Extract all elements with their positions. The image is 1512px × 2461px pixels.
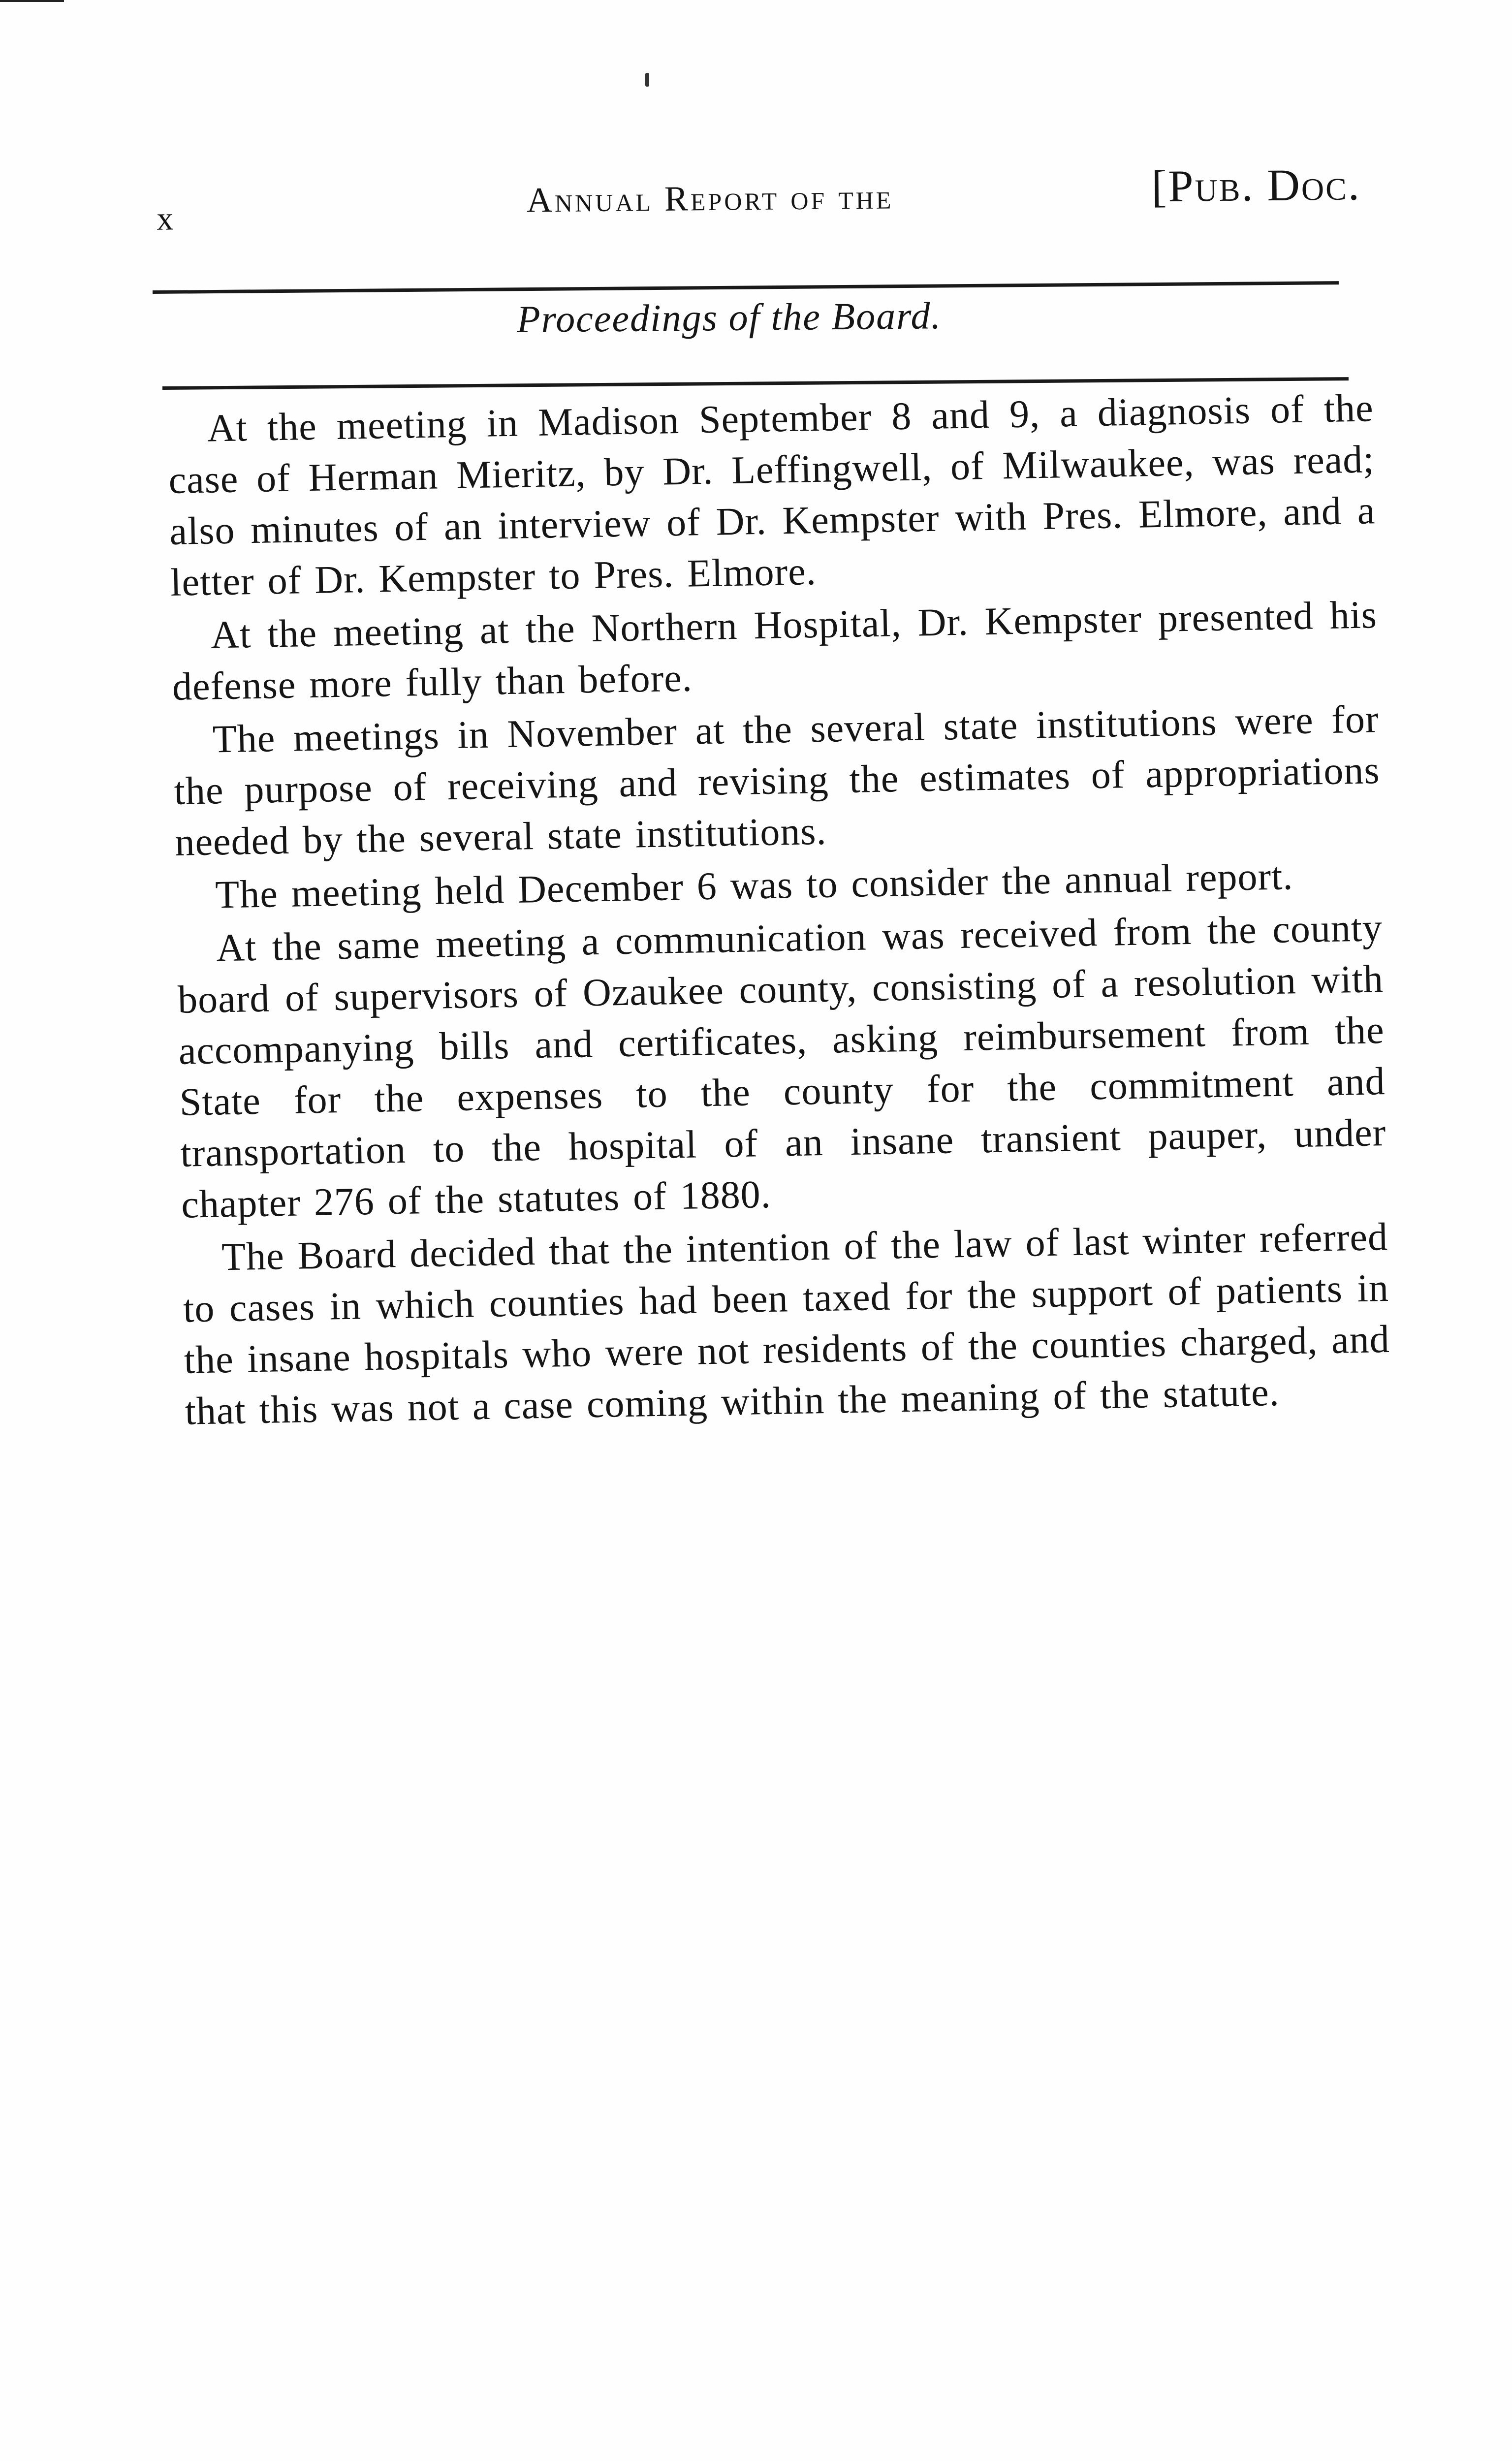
- section-heading: Proceedings of the Board.: [516, 294, 942, 341]
- body-text: [167, 382, 1391, 1437]
- document-label: [Pub. Doc.: [1151, 159, 1361, 212]
- page-number: x: [156, 199, 175, 237]
- paragraph: At the meeting at the Northern Hospital, Dr. Kempster presented his defense more fully than before.: [172, 593, 1378, 709]
- top-rule: [153, 281, 1339, 294]
- paragraph: At the meeting in Madison September 8 and 9, a diagnosis of the case of Herman Mieritz, by Dr. Leffingwell, of Milwaukee, was read; also minutes of an interview of Dr. Kempster with Pres. Elmore, and a letter of Dr. Kempster to Pres. Elmore.: [168, 386, 1376, 604]
- page-header: [142, 158, 1363, 244]
- paragraph: The meeting held December 6 was to consider the annual report.: [215, 854, 1293, 917]
- paragraph: At the same meeting a communication was received from the county board of supervisors of Ozaukee county, consisting of a resolution with accompanying bills and certificates, asking reimbursement from the State for the expenses to the county for the commitment and transportation to the hospital of an insane transient pauper, under chapter 276 of the statutes of 1880.: [177, 906, 1386, 1227]
- paragraph: The Board decided that the intention of the law of last winter referred to cases in which counties had been taxed for the support of patients in the insane hospitals who were not residents of the counties charged, and that this was not a case coming within the meaning of the statute.: [183, 1215, 1390, 1433]
- running-title: Annual Report of the: [526, 177, 894, 220]
- scan-edge-line: [0, 0, 64, 2]
- ink-mark: [645, 73, 649, 87]
- paragraph: The meetings in November at the several state institutions were for the purpose of receiving and revising the estimates of appropriations needed by the several state institutions.: [173, 697, 1381, 864]
